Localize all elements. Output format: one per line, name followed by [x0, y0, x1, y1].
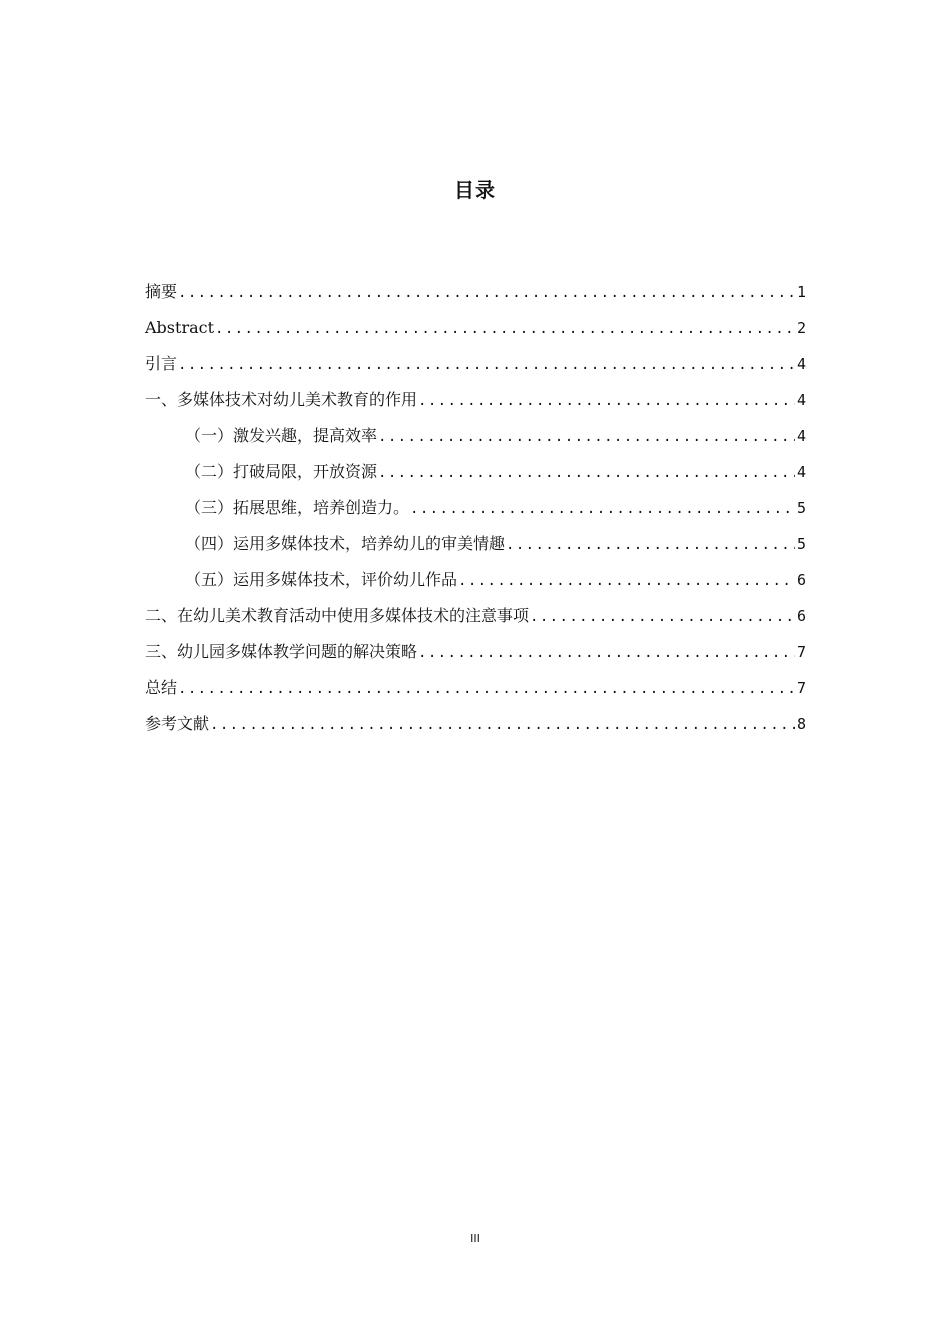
toc-dot-leader: [418, 389, 795, 413]
toc-entry-conclusion[interactable]: [145, 676, 806, 712]
toc-entry-abstract-en[interactable]: [145, 316, 806, 352]
toc-dot-leader: [458, 569, 795, 593]
toc-entry-label: （二）打破局限，开放资源: [185, 462, 378, 481]
toc-entry-label: 一、多媒体技术对幼儿美术教育的作用: [145, 390, 418, 409]
toc-entry-page: 4: [796, 355, 806, 373]
toc-entry-section-1-3[interactable]: [145, 496, 806, 532]
toc-entry-label: （四）运用多媒体技术，培养幼儿的审美情趣: [185, 534, 506, 553]
toc-entry-label: （一）激发兴趣，提高效率: [185, 426, 378, 445]
toc-dot-leader: [178, 281, 795, 305]
toc-dot-leader: [530, 605, 795, 629]
toc-entry-label: Abstract: [145, 318, 215, 337]
toc-entry-label: 总结: [145, 678, 178, 697]
footer-page-number: III: [470, 1232, 480, 1245]
toc-entry-label: 引言: [145, 354, 178, 373]
toc-entry-page: 6: [796, 607, 806, 625]
toc-entry-label: （五）运用多媒体技术，评价幼儿作品: [185, 570, 458, 589]
toc-entry-references[interactable]: [145, 712, 806, 748]
toc-dot-leader: [418, 641, 795, 665]
toc-entry-chapter-3[interactable]: [145, 640, 806, 676]
toc-entry-page: 4: [796, 463, 806, 481]
toc-entry-label: （三）拓展思维，培养创造力。: [185, 498, 410, 517]
toc-entry-section-1-5[interactable]: [145, 568, 806, 604]
toc-dot-leader: [410, 497, 795, 521]
page-title: 目录: [454, 178, 496, 202]
toc-entry-page: 8: [796, 715, 806, 733]
toc-entry-label: 摘要: [145, 282, 178, 301]
toc-entry-introduction[interactable]: [145, 352, 806, 388]
toc-entry-section-1-2[interactable]: [145, 460, 806, 496]
toc-entry-page: 7: [796, 679, 806, 697]
toc-dot-leader: [178, 677, 795, 701]
toc-dot-leader: [506, 533, 795, 557]
toc-entry-chapter-1[interactable]: [145, 388, 806, 424]
toc-entry-label: 参考文献: [145, 714, 210, 733]
toc-dot-leader: [378, 425, 795, 449]
toc-entry-page: 4: [796, 391, 806, 409]
toc-entry-page: 2: [796, 319, 806, 337]
toc-entry-abstract-cn[interactable]: [145, 280, 806, 316]
toc-entry-label: 二、在幼儿美术教育活动中使用多媒体技术的注意事项: [145, 606, 530, 625]
toc-entry-chapter-2[interactable]: [145, 604, 806, 640]
toc-dot-leader: [178, 353, 795, 377]
toc-entry-page: 7: [796, 643, 806, 661]
toc-entry-page: 1: [796, 283, 806, 301]
toc-entry-page: 5: [796, 535, 806, 553]
toc-dot-leader: [215, 317, 795, 341]
toc-entry-page: 4: [796, 427, 806, 445]
toc-dot-leader: [210, 713, 795, 737]
toc-entry-section-1-4[interactable]: [145, 532, 806, 568]
toc-entry-label: 三、幼儿园多媒体教学问题的解决策略: [145, 642, 418, 661]
toc-entry-section-1-1[interactable]: [145, 424, 806, 460]
table-of-contents: [145, 280, 806, 748]
toc-entry-page: 5: [796, 499, 806, 517]
toc-entry-page: 6: [796, 571, 806, 589]
toc-dot-leader: [378, 461, 795, 485]
